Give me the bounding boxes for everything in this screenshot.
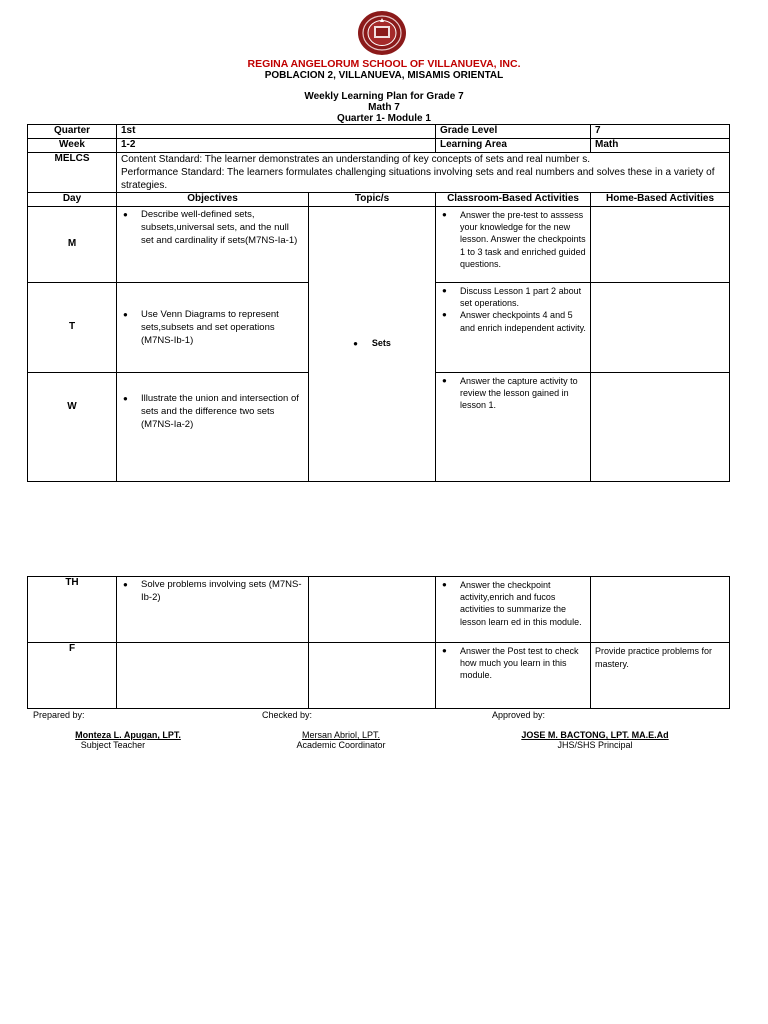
day-cell: F: [28, 643, 117, 709]
checked-by-label: Checked by:: [262, 710, 313, 720]
col-topics: Topic/s: [309, 193, 436, 207]
classroom-cell: [436, 207, 591, 283]
grade-level-value: 7: [591, 125, 730, 139]
home-cell: [591, 577, 730, 643]
approved-by-label: Approved by:: [492, 710, 546, 720]
day-cell: M: [28, 207, 117, 283]
learning-area-value: Math: [591, 139, 730, 153]
objective-cell: [117, 577, 309, 643]
objective-cell: [117, 643, 309, 709]
week-label: Week: [28, 139, 117, 153]
plan-subject: Math 7: [368, 102, 400, 113]
approved-role: JHS/SHS Principal: [557, 740, 633, 750]
prepared-by-label: Prepared by:: [33, 710, 85, 720]
learning-plan-table-continued: [27, 576, 730, 709]
topic-cell-empty: [309, 643, 436, 709]
col-day: Day: [28, 193, 117, 207]
topic-cell: [309, 207, 436, 482]
prepared-signature: [40, 730, 216, 750]
objective-item: ● Describe well-defined sets, subsets,universal sets, and the null set and cardinality if sets(M7NS-Ia-1): [121, 209, 304, 247]
checked-signature: [262, 730, 420, 750]
column-header-row: [28, 193, 730, 207]
home-cell: Provide practice problems for mastery.: [591, 643, 730, 709]
plan-heading: [0, 91, 768, 124]
table-row: [28, 643, 730, 709]
approved-signature: [490, 730, 700, 750]
classroom-item: ● Answer the capture activity to review the lesson gained in lesson 1.: [440, 375, 586, 412]
checked-role: Academic Coordinator: [296, 740, 386, 750]
objective-cell: [117, 283, 309, 373]
classroom-item: ● Discuss Lesson 1 part 2 about set operations.: [440, 285, 586, 309]
prepared-name: Monteza L. Apugan, LPT.: [75, 730, 181, 740]
table-row: [28, 577, 730, 643]
home-cell: [591, 207, 730, 283]
topic-text: Sets: [371, 338, 391, 349]
objective-cell: [117, 373, 309, 482]
bullet-icon: ●: [353, 339, 358, 349]
col-objectives: Objectives: [117, 193, 309, 207]
school-address: POBLACION 2, VILLANUEVA, MISAMIS ORIENTAL: [264, 70, 504, 81]
learning-area-label: Learning Area: [436, 139, 591, 153]
table-row: [28, 207, 730, 283]
quarter-value: 1st: [117, 125, 436, 139]
plan-title: Weekly Learning Plan for Grade 7: [304, 91, 464, 102]
classroom-cell: [436, 577, 591, 643]
melcs-label: MELCS: [28, 153, 117, 193]
classroom-item: ● Answer the Post test to check how much you learn in this module.: [440, 645, 586, 682]
classroom-item: ● Answer the checkpoint activity,enrich and fucos activities to summarize the lesson learn ed in this module.: [440, 579, 586, 628]
objective-item: ● Illustrate the union and intersection of sets and the difference two sets (M7NS-Ia-2): [121, 393, 304, 431]
day-cell: W: [28, 373, 117, 482]
classroom-cell: [436, 643, 591, 709]
school-name: REGINA ANGELORUM SCHOOL OF VILLANUEVA, INC.: [247, 58, 521, 70]
plan-quarter-module: Quarter 1- Module 1: [337, 113, 431, 124]
quarter-label: Quarter: [28, 125, 117, 139]
classroom-item: ● Answer the pre-test to asssess your knowledge for the new lesson. Answer the checkpoints 1 to 3 task and enriched guided questions.: [440, 209, 586, 270]
classroom-cell: [436, 283, 591, 373]
objective-cell: [117, 207, 309, 283]
learning-plan-table: [27, 124, 730, 482]
day-cell: TH: [28, 577, 117, 643]
objective-item: ● Solve problems involving sets (M7NS-Ib-2): [121, 579, 304, 605]
grade-level-label: Grade Level: [436, 125, 591, 139]
day-cell: T: [28, 283, 117, 373]
col-classroom: Classroom-Based Activities: [436, 193, 591, 207]
prepared-role: Subject Teacher: [80, 740, 146, 750]
melcs-row: [28, 153, 730, 193]
home-cell: [591, 373, 730, 482]
classroom-item: ● Answer checkpoints 4 and 5 and enrich independent activity.: [440, 309, 586, 333]
week-value: 1-2: [117, 139, 436, 153]
melcs-standards: [117, 153, 730, 193]
week-row: [28, 139, 730, 153]
objective-item: ● Use Venn Diagrams to represent sets,subsets and set operations (M7NS-Ib-1): [121, 309, 304, 347]
approved-name: JOSE M. BACTONG, LPT. MA.E.Ad: [521, 730, 669, 740]
col-home: Home-Based Activities: [591, 193, 730, 207]
classroom-cell: [436, 373, 591, 482]
topic-cell-empty: [309, 577, 436, 643]
performance-standard: Performance Standard: The learners formulates challenging situations involving sets and real numbers and solves these in a variety of strategies.: [121, 167, 715, 191]
home-cell: [591, 283, 730, 373]
school-seal-icon: [357, 10, 407, 56]
quarter-row: [28, 125, 730, 139]
checked-name: Mersan Abriol, LPT.: [301, 730, 381, 740]
content-standard: Content Standard: The learner demonstrates an understanding of key concepts of sets and real number s.: [121, 154, 590, 165]
